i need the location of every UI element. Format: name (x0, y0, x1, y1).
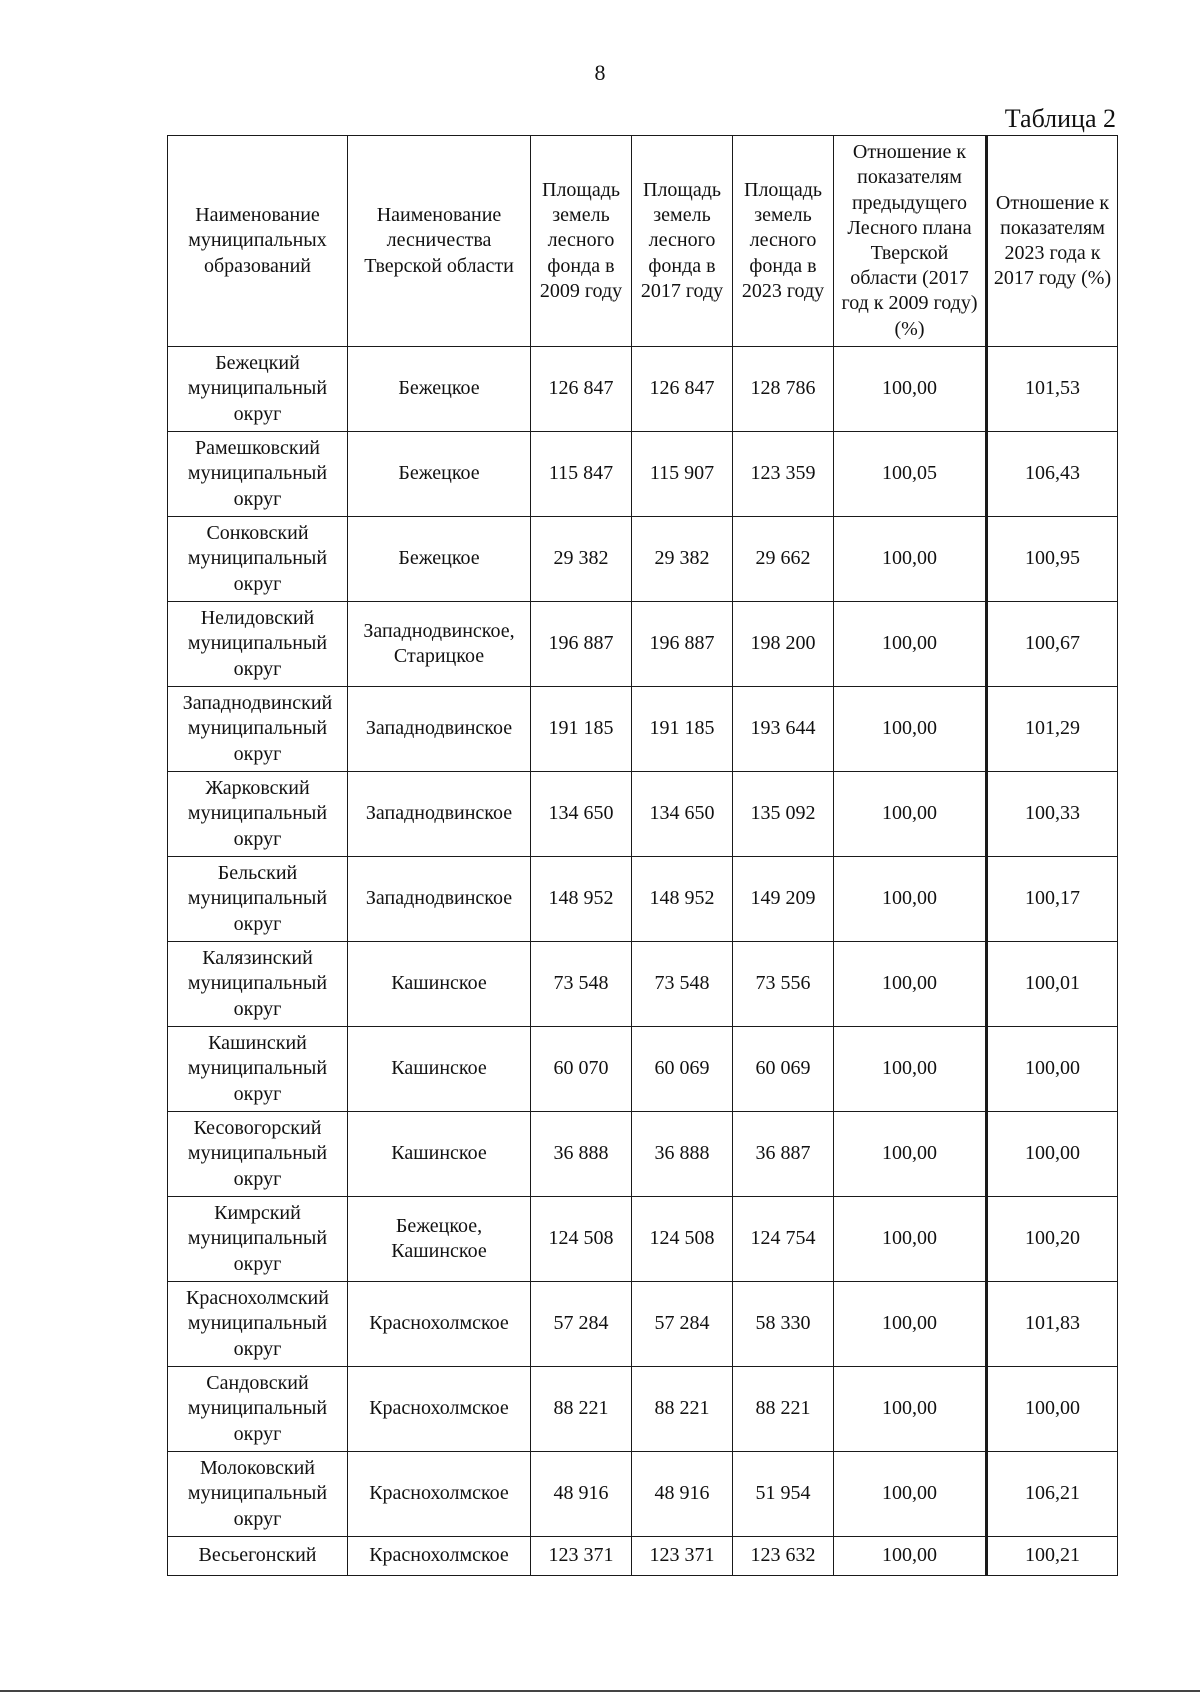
forestry-cell: Западнодвинское (348, 772, 531, 857)
area-2009-cell: 57 284 (531, 1282, 632, 1367)
header-area-2009: Площадь земель лесного фонда в 2009 году (531, 136, 632, 347)
area-2009-cell: 60 070 (531, 1027, 632, 1112)
area-2009-cell: 191 185 (531, 687, 632, 772)
ratio-2023-2017-cell: 106,43 (987, 432, 1118, 517)
forestry-cell: Западнодвинское, Старицкое (348, 602, 531, 687)
page-number: 8 (594, 60, 606, 85)
municipality-cell: Западнодвинский муниципальный округ (168, 687, 348, 772)
municipality-cell: Краснохолмский муниципальный округ (168, 1282, 348, 1367)
forestry-cell: Бежецкое, Кашинское (348, 1197, 531, 1282)
ratio-2017-2009-cell: 100,00 (834, 942, 987, 1027)
municipality-cell: Бежецкий муниципальный округ (168, 347, 348, 432)
area-2009-cell: 134 650 (531, 772, 632, 857)
forestry-cell: Краснохолмское (348, 1367, 531, 1452)
forestry-cell: Бежецкое (348, 432, 531, 517)
area-2009-cell: 29 382 (531, 517, 632, 602)
ratio-2017-2009-cell: 100,00 (834, 602, 987, 687)
forestry-cell: Кашинское (348, 942, 531, 1027)
area-2017-cell: 123 371 (632, 1537, 733, 1576)
municipality-cell: Сонковский муниципальный округ (168, 517, 348, 602)
area-2009-cell: 88 221 (531, 1367, 632, 1452)
area-2023-cell: 123 632 (733, 1537, 834, 1576)
table-row (168, 347, 1118, 432)
ratio-2017-2009-cell: 100,00 (834, 857, 987, 942)
table-header-row (168, 136, 1118, 347)
area-2017-cell: 134 650 (632, 772, 733, 857)
area-2023-cell: 58 330 (733, 1282, 834, 1367)
table-row (168, 942, 1118, 1027)
area-2009-cell: 36 888 (531, 1112, 632, 1197)
table-row (168, 772, 1118, 857)
ratio-2023-2017-cell: 100,17 (987, 857, 1118, 942)
municipality-cell: Жарковский муниципальный округ (168, 772, 348, 857)
forestry-cell: Краснохолмское (348, 1452, 531, 1537)
ratio-2023-2017-cell: 100,00 (987, 1112, 1118, 1197)
ratio-2017-2009-cell: 100,00 (834, 1027, 987, 1112)
ratio-2023-2017-cell: 100,00 (987, 1367, 1118, 1452)
table-row (168, 1027, 1118, 1112)
municipality-cell: Кашинский муниципальный округ (168, 1027, 348, 1112)
area-2023-cell: 73 556 (733, 942, 834, 1027)
area-2009-cell: 115 847 (531, 432, 632, 517)
header-ratio-2017-2009: Отношение к показателям предыдущего Лесного плана Тверской области (2017 год к 2009 году) (%) (834, 136, 987, 347)
forestry-cell: Кашинское (348, 1027, 531, 1112)
area-2017-cell: 196 887 (632, 602, 733, 687)
header-area-2017: Площадь земель лесного фонда в 2017 году (632, 136, 733, 347)
area-2023-cell: 193 644 (733, 687, 834, 772)
forestry-cell: Бежецкое (348, 347, 531, 432)
bottom-edge-line (0, 1690, 1200, 1692)
area-2023-cell: 51 954 (733, 1452, 834, 1537)
header-municipality: Наименование муниципальных образований (168, 136, 348, 347)
ratio-2023-2017-cell: 101,29 (987, 687, 1118, 772)
table-row (168, 602, 1118, 687)
municipality-cell: Калязинский муниципальный округ (168, 942, 348, 1027)
ratio-2017-2009-cell: 100,00 (834, 1282, 987, 1367)
table-row (168, 1112, 1118, 1197)
ratio-2023-2017-cell: 100,67 (987, 602, 1118, 687)
table-row (168, 432, 1118, 517)
table-row (168, 857, 1118, 942)
forest-land-table (167, 135, 1118, 1576)
municipality-cell: Рамешковский муниципальный округ (168, 432, 348, 517)
area-2017-cell: 126 847 (632, 347, 733, 432)
ratio-2017-2009-cell: 100,00 (834, 517, 987, 602)
forestry-cell: Краснохолмское (348, 1282, 531, 1367)
table-label: Таблица 2 (1004, 104, 1116, 133)
area-2017-cell: 60 069 (632, 1027, 733, 1112)
ratio-2017-2009-cell: 100,00 (834, 1112, 987, 1197)
area-2017-cell: 124 508 (632, 1197, 733, 1282)
area-2009-cell: 73 548 (531, 942, 632, 1027)
table-row (168, 687, 1118, 772)
area-2017-cell: 148 952 (632, 857, 733, 942)
area-2017-cell: 115 907 (632, 432, 733, 517)
ratio-2017-2009-cell: 100,00 (834, 347, 987, 432)
ratio-2023-2017-cell: 101,83 (987, 1282, 1118, 1367)
area-2017-cell: 191 185 (632, 687, 733, 772)
area-2009-cell: 123 371 (531, 1537, 632, 1576)
municipality-cell: Бельский муниципальный округ (168, 857, 348, 942)
municipality-cell: Кимрский муниципальный округ (168, 1197, 348, 1282)
table-row (168, 1367, 1118, 1452)
forestry-cell: Западнодвинское (348, 687, 531, 772)
area-2023-cell: 123 359 (733, 432, 834, 517)
ratio-2017-2009-cell: 100,00 (834, 687, 987, 772)
ratio-2023-2017-cell: 100,01 (987, 942, 1118, 1027)
area-2017-cell: 73 548 (632, 942, 733, 1027)
area-2017-cell: 36 888 (632, 1112, 733, 1197)
forestry-cell: Западнодвинское (348, 857, 531, 942)
ratio-2017-2009-cell: 100,05 (834, 432, 987, 517)
table-row (168, 1452, 1118, 1537)
ratio-2023-2017-cell: 100,20 (987, 1197, 1118, 1282)
ratio-2023-2017-cell: 100,21 (987, 1537, 1118, 1576)
area-2023-cell: 29 662 (733, 517, 834, 602)
area-2023-cell: 124 754 (733, 1197, 834, 1282)
municipality-cell: Сандовский муниципальный округ (168, 1367, 348, 1452)
ratio-2023-2017-cell: 106,21 (987, 1452, 1118, 1537)
area-2017-cell: 57 284 (632, 1282, 733, 1367)
area-2017-cell: 48 916 (632, 1452, 733, 1537)
table-row (168, 517, 1118, 602)
table-row (168, 1282, 1118, 1367)
area-2023-cell: 88 221 (733, 1367, 834, 1452)
area-2023-cell: 128 786 (733, 347, 834, 432)
area-2017-cell: 88 221 (632, 1367, 733, 1452)
ratio-2023-2017-cell: 100,00 (987, 1027, 1118, 1112)
header-area-2023: Площадь земель лесного фонда в 2023 году (733, 136, 834, 347)
ratio-2023-2017-cell: 100,33 (987, 772, 1118, 857)
area-2023-cell: 135 092 (733, 772, 834, 857)
header-ratio-2023-2017: Отношение к показателям 2023 года к 2017 году (%) (987, 136, 1118, 347)
table-row (168, 1197, 1118, 1282)
ratio-2023-2017-cell: 100,95 (987, 517, 1118, 602)
municipality-cell: Весьегонский (168, 1537, 348, 1576)
area-2017-cell: 29 382 (632, 517, 733, 602)
area-2009-cell: 148 952 (531, 857, 632, 942)
ratio-2017-2009-cell: 100,00 (834, 1197, 987, 1282)
area-2023-cell: 60 069 (733, 1027, 834, 1112)
area-2023-cell: 36 887 (733, 1112, 834, 1197)
area-2009-cell: 196 887 (531, 602, 632, 687)
area-2023-cell: 149 209 (733, 857, 834, 942)
forestry-cell: Краснохолмское (348, 1537, 531, 1576)
municipality-cell: Молоковский муниципальный округ (168, 1452, 348, 1537)
ratio-2023-2017-cell: 101,53 (987, 347, 1118, 432)
area-2023-cell: 198 200 (733, 602, 834, 687)
table-row (168, 1537, 1118, 1576)
municipality-cell: Нелидовский муниципальный округ (168, 602, 348, 687)
municipality-cell: Кесовогорский муниципальный округ (168, 1112, 348, 1197)
ratio-2017-2009-cell: 100,00 (834, 772, 987, 857)
forestry-cell: Бежецкое (348, 517, 531, 602)
ratio-2017-2009-cell: 100,00 (834, 1537, 987, 1576)
area-2009-cell: 48 916 (531, 1452, 632, 1537)
area-2009-cell: 124 508 (531, 1197, 632, 1282)
area-2009-cell: 126 847 (531, 347, 632, 432)
ratio-2017-2009-cell: 100,00 (834, 1452, 987, 1537)
header-forestry: Наименование лесничества Тверской области (348, 136, 531, 347)
forestry-cell: Кашинское (348, 1112, 531, 1197)
table-body (168, 347, 1118, 1576)
ratio-2017-2009-cell: 100,00 (834, 1367, 987, 1452)
